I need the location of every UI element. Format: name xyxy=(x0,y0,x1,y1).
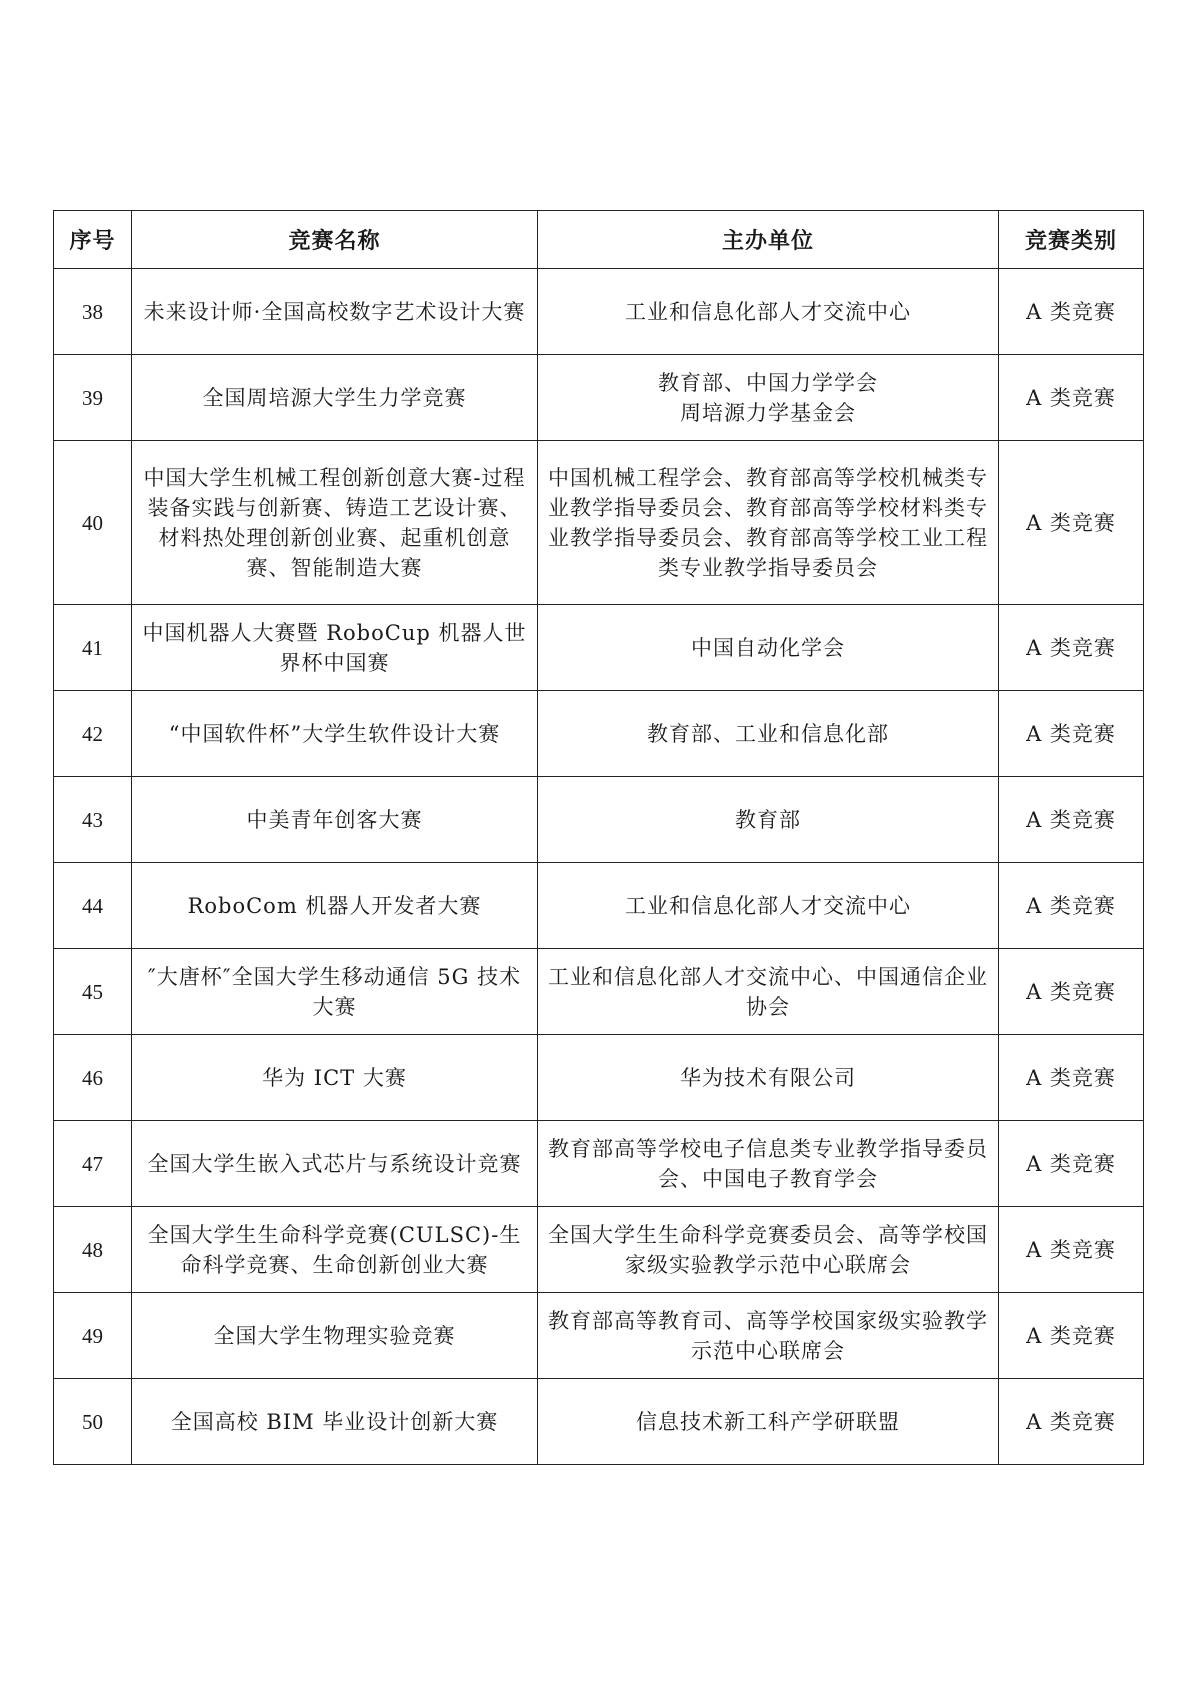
cell-organizer: 全国大学生生命科学竞赛委员会、高等学校国家级实验教学示范中心联席会 xyxy=(538,1207,999,1293)
table-row xyxy=(54,1207,1144,1293)
cell-organizer: 中国自动化学会 xyxy=(538,605,999,691)
table-row xyxy=(54,1035,1144,1121)
cell-category: A 类竞赛 xyxy=(999,1035,1144,1121)
cell-index: 48 xyxy=(54,1207,132,1293)
cell-category: A 类竞赛 xyxy=(999,441,1144,605)
cell-name: 全国大学生物理实验竞赛 xyxy=(132,1293,538,1379)
cell-name: 中美青年创客大赛 xyxy=(132,777,538,863)
cell-index: 42 xyxy=(54,691,132,777)
cell-name: 中国机器人大赛暨 RoboCup 机器人世界杯中国赛 xyxy=(132,605,538,691)
cell-index: 49 xyxy=(54,1293,132,1379)
cell-organizer: 工业和信息化部人才交流中心 xyxy=(538,269,999,355)
cell-index: 39 xyxy=(54,355,132,441)
table-row xyxy=(54,355,1144,441)
cell-name: 全国大学生生命科学竞赛(CULSC)-生命科学竞赛、生命创新创业大赛 xyxy=(132,1207,538,1293)
cell-organizer: 教育部高等教育司、高等学校国家级实验教学示范中心联席会 xyxy=(538,1293,999,1379)
cell-index: 44 xyxy=(54,863,132,949)
cell-organizer: 信息技术新工科产学研联盟 xyxy=(538,1379,999,1465)
cell-category: A 类竞赛 xyxy=(999,1293,1144,1379)
cell-category: A 类竞赛 xyxy=(999,605,1144,691)
table-row xyxy=(54,1121,1144,1207)
header-name: 竞赛名称 xyxy=(132,211,538,269)
table-row xyxy=(54,269,1144,355)
cell-index: 38 xyxy=(54,269,132,355)
cell-name: 全国高校 BIM 毕业设计创新大赛 xyxy=(132,1379,538,1465)
cell-name: “中国软件杯”大学生软件设计大赛 xyxy=(132,691,538,777)
cell-name: 未来设计师·全国高校数字艺术设计大赛 xyxy=(132,269,538,355)
table-row xyxy=(54,691,1144,777)
competition-table xyxy=(53,210,1144,1465)
cell-index: 47 xyxy=(54,1121,132,1207)
cell-name: 中国大学生机械工程创新创意大赛-过程装备实践与创新赛、铸造工艺设计赛、材料热处理创新创业赛、起重机创意赛、智能制造大赛 xyxy=(132,441,538,605)
cell-organizer: 教育部、工业和信息化部 xyxy=(538,691,999,777)
cell-category: A 类竞赛 xyxy=(999,777,1144,863)
cell-index: 45 xyxy=(54,949,132,1035)
cell-category: A 类竞赛 xyxy=(999,1207,1144,1293)
cell-organizer: 教育部高等学校电子信息类专业教学指导委员会、中国电子教育学会 xyxy=(538,1121,999,1207)
cell-organizer: 中国机械工程学会、教育部高等学校机械类专业教学指导委员会、教育部高等学校材料类专业教学指导委员会、教育部高等学校工业工程类专业教学指导委员会 xyxy=(538,441,999,605)
header-category: 竞赛类别 xyxy=(999,211,1144,269)
cell-name: ″大唐杯″全国大学生移动通信 5G 技术大赛 xyxy=(132,949,538,1035)
cell-name: RoboCom 机器人开发者大赛 xyxy=(132,863,538,949)
cell-index: 46 xyxy=(54,1035,132,1121)
cell-category: A 类竞赛 xyxy=(999,355,1144,441)
cell-index: 40 xyxy=(54,441,132,605)
table-row xyxy=(54,605,1144,691)
cell-organizer: 工业和信息化部人才交流中心、中国通信企业协会 xyxy=(538,949,999,1035)
table-row xyxy=(54,777,1144,863)
cell-index: 50 xyxy=(54,1379,132,1465)
cell-category: A 类竞赛 xyxy=(999,1379,1144,1465)
cell-name: 华为 ICT 大赛 xyxy=(132,1035,538,1121)
cell-organizer: 教育部 xyxy=(538,777,999,863)
cell-name: 全国周培源大学生力学竞赛 xyxy=(132,355,538,441)
cell-category: A 类竞赛 xyxy=(999,863,1144,949)
cell-name: 全国大学生嵌入式芯片与系统设计竞赛 xyxy=(132,1121,538,1207)
header-index: 序号 xyxy=(54,211,132,269)
cell-organizer: 工业和信息化部人才交流中心 xyxy=(538,863,999,949)
cell-organizer: 教育部、中国力学学会 周培源力学基金会 xyxy=(538,355,999,441)
table-row xyxy=(54,1379,1144,1465)
table-row xyxy=(54,441,1144,605)
cell-index: 41 xyxy=(54,605,132,691)
table-row xyxy=(54,1293,1144,1379)
cell-category: A 类竞赛 xyxy=(999,269,1144,355)
cell-category: A 类竞赛 xyxy=(999,691,1144,777)
cell-organizer: 华为技术有限公司 xyxy=(538,1035,999,1121)
cell-index: 43 xyxy=(54,777,132,863)
cell-category: A 类竞赛 xyxy=(999,949,1144,1035)
cell-category: A 类竞赛 xyxy=(999,1121,1144,1207)
table-row xyxy=(54,949,1144,1035)
table-header-row xyxy=(54,211,1144,269)
table-row xyxy=(54,863,1144,949)
header-organizer: 主办单位 xyxy=(538,211,999,269)
